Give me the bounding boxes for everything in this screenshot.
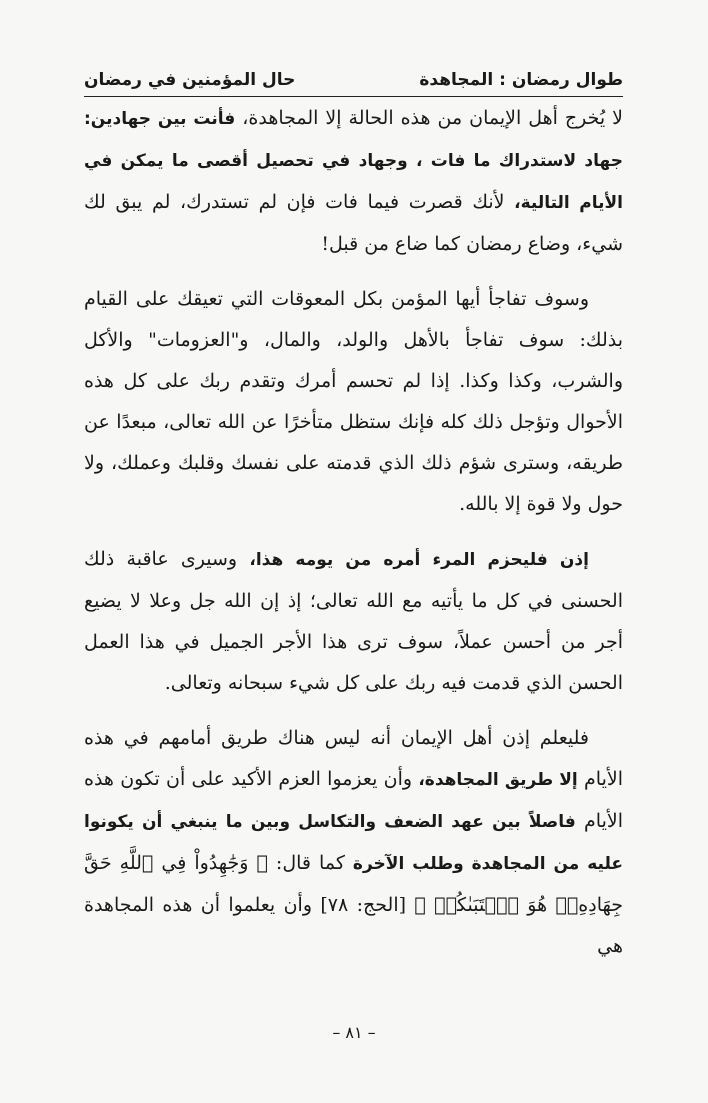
bold-text-segment: إلا طريق المجاهدة، bbox=[418, 770, 578, 790]
bold-text-segment: إذن فليحزم المرء أمره من يومه هذا، bbox=[249, 550, 589, 570]
text-segment: فليعلم إذن أهل الإيمان أنه ليس هناك طريق أمامهم في هذه الأيام bbox=[84, 727, 623, 790]
page-number: – ٨١ – bbox=[332, 1023, 376, 1042]
paragraph bbox=[84, 279, 623, 525]
paragraph-gap bbox=[84, 525, 623, 539]
text-segment: لأنك قصرت فيما فات فإن لم تستدرك، لم يبق لك شيء، وضاع رمضان كما ضاع من قبل! bbox=[84, 191, 623, 255]
text-segment: كما قال: ﴿ وَجَٰهِدُواْ فِي ٱللَّهِ حَقَّ جِهَادِهِۦۚ هُوَ ٱجۡتَبَىٰكُمۡ ﴾ bbox=[84, 852, 623, 916]
text-segment: لا يُخرج أهل الإيمان من هذه الحالة إلا المجاهدة، bbox=[235, 107, 624, 129]
header-chapter-title: طوال رمضان : المجاهدة bbox=[419, 70, 623, 90]
bold-text-segment: فاصلاً بين عهد الضعف والتكاسل وبين ما ينبغي أن يكونوا عليه من المجاهدة وطلب الآخرة bbox=[84, 812, 623, 874]
text-segment: وأن يعزموا العزم الأكيد على أن تكون هذه الأيام bbox=[84, 768, 623, 832]
text-segment: [الحج: ٧٨] bbox=[320, 894, 407, 916]
text-segment: وسوف تفاجأ أيها المؤمن بكل المعوقات التي تعيقك على القيام بذلك: سوف تفاجأ بالأهل والولد، والمال، و"العزومات" والأكل والشرب، وكذا وكذا. إذا لم تحسم أمرك وتقدم ربك على كل هذه الأحوال وتؤجل ذلك كله فإنك ستظل متأخرًا عن الله تعالى، مبعدًا عن طريقه، وسترى شؤم ذلك الذي قدمته على نفسك وقلبك وعملك، ولا حول ولا قوة إلا بالله. bbox=[84, 288, 623, 515]
paragraph bbox=[84, 718, 623, 967]
text-segment: وسيرى عاقبة ذلك الحسنى في كل ما يأتيه مع الله تعالى؛ إذ إن الله جل وعلا لا يضيع أجر من أحسن عملاً، سوف ترى هذا الأجر الجميل في هذا العمل الحسن الذي قدمت فيه ربك على كل شيء سبحانه وتعالى. bbox=[84, 548, 623, 694]
paragraph-gap bbox=[84, 265, 623, 279]
header-book-title: حال المؤمنين في رمضان bbox=[84, 70, 296, 90]
paragraph bbox=[84, 539, 623, 704]
running-header bbox=[84, 64, 623, 94]
page-body bbox=[84, 98, 623, 967]
paragraph bbox=[84, 98, 623, 265]
text-segment: وأن يعلموا أن هذه المجاهدة هي bbox=[84, 894, 623, 957]
header-rule bbox=[84, 96, 623, 97]
bold-text-segment: فأنت بين جهادين: جهاد لاستدراك ما فات ، وجهاد في تحصيل أقصى ما يمكن في الأيام التالية، bbox=[84, 109, 623, 213]
paragraph-gap bbox=[84, 704, 623, 718]
